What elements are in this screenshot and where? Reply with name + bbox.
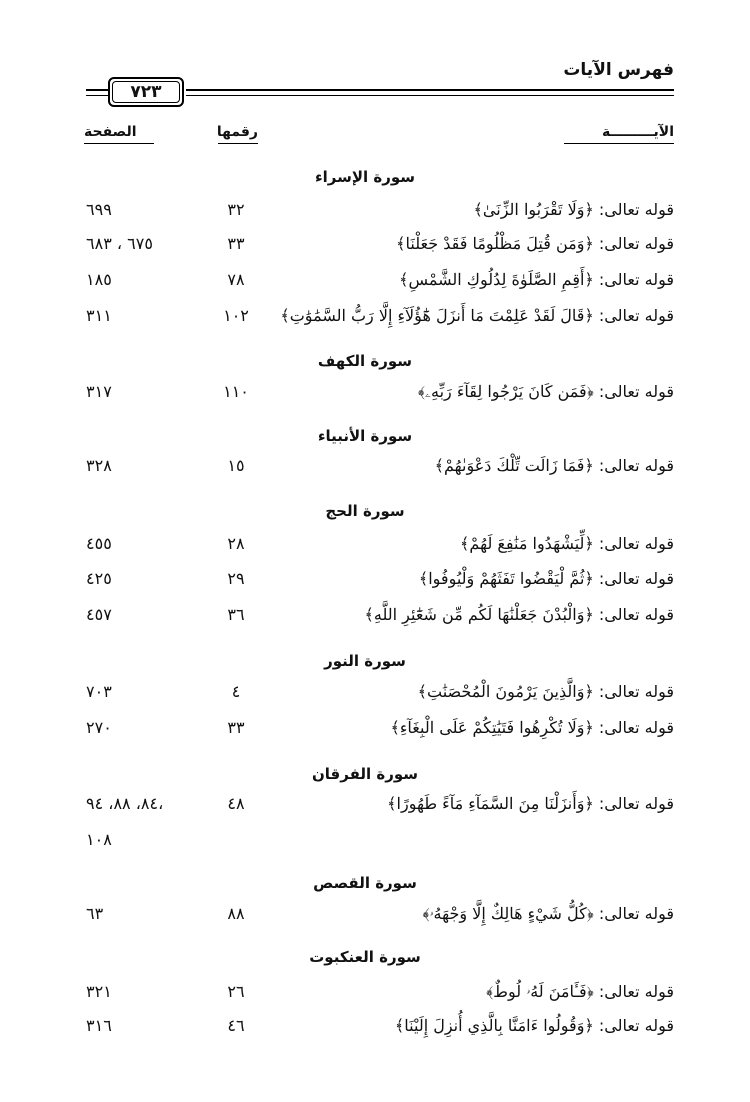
verse-text: ﴿فَـَٔامَنَ لَهُۥ لُوطٌ﴾	[486, 982, 594, 1001]
verse-prefix: قوله تعالى:	[598, 982, 674, 1001]
verse-pages: ٣٢٨	[86, 456, 112, 475]
verse-number: ٨٨	[227, 904, 245, 923]
verse-prefix: قوله تعالى:	[598, 306, 674, 325]
verse-entry	[422, 904, 674, 924]
verse-text: ﴿وَقُولُوا ءَامَنَّا بِالَّذِي أُنزِلَ إِلَيْنَا﴾	[394, 1016, 594, 1035]
verse-text: ﴿وَالَّذِينَ يَرْمُونَ الْمُحْصَنَٰتِ﴾	[417, 682, 594, 701]
verse-entry	[396, 234, 674, 253]
verse-entry	[418, 682, 674, 701]
verse-entry	[280, 306, 674, 325]
verse-pages: ٣١١	[86, 306, 112, 325]
verse-text: ﴿فَمَن كَانَ يَرْجُوا لِقَآءَ رَبِّهِۦ﴾	[417, 382, 594, 401]
verse-text: ﴿كُلُّ شَيْءٍ هَالِكٌ إِلَّا وَجْهَهُۥ﴾	[422, 904, 594, 923]
verse-pages: ٢٧٠	[86, 718, 112, 737]
column-header-number: رقمها	[218, 124, 258, 144]
surah-heading: سورة الفرقان	[311, 765, 419, 783]
verse-number: ٣٣	[227, 234, 245, 253]
verse-prefix: قوله تعالى:	[598, 270, 674, 289]
verse-entry	[365, 605, 674, 624]
verse-pages: ٣١٦	[86, 1016, 112, 1035]
verse-number: ٣٢	[227, 200, 245, 219]
verse-prefix: قوله تعالى:	[598, 234, 674, 253]
verse-pages: ٨٤، ٨٨، ٩٤،	[86, 794, 164, 813]
verse-prefix: قوله تعالى:	[598, 456, 674, 475]
verse-number: ٣٦	[227, 605, 245, 624]
column-header-ayah: الآيـــــــــة	[564, 124, 674, 144]
verse-prefix: قوله تعالى:	[598, 718, 674, 737]
verse-text: ﴿وَلَا تَقْرَبُوا الزِّنَىٰ﴾	[473, 200, 594, 219]
verse-entry	[399, 270, 674, 289]
verse-number: ٤	[231, 682, 241, 701]
surah-heading: سورة الكهف	[317, 352, 413, 370]
page-header-title: فهرس الآيات	[563, 60, 674, 80]
verse-prefix: قوله تعالى:	[598, 200, 674, 219]
surah-heading: سورة العنكبوت	[309, 948, 421, 966]
header-rule-left-thick	[86, 89, 108, 91]
verse-text: ﴿ثُمَّ لْيَقْضُوا تَفَثَهُمْ وَلْيُوفُوا﴾	[418, 569, 594, 588]
verse-text: ﴿فَمَا زَالَت تِّلْكَ دَعْوَىٰهُمْ﴾	[434, 456, 594, 475]
verse-pages-continued: ١٠٨	[86, 830, 112, 849]
verse-entry	[395, 1016, 674, 1035]
column-header-page: الصفحة	[84, 124, 154, 144]
verse-entry	[419, 569, 674, 588]
verse-number: ١١٠	[223, 382, 249, 401]
verse-prefix: قوله تعالى:	[598, 569, 674, 588]
verse-prefix: قوله تعالى:	[598, 1016, 674, 1035]
verse-prefix: قوله تعالى:	[598, 794, 674, 813]
verse-entry	[474, 200, 674, 219]
header-rule-right-thin	[186, 95, 674, 96]
verse-pages: ٤٥٧	[86, 605, 112, 624]
verse-entry	[418, 382, 674, 402]
verse-number: ٤٨	[227, 794, 245, 813]
verse-pages: ٧٠٣	[86, 682, 112, 701]
verse-entry	[486, 982, 674, 1002]
verse-pages: ٦٣	[86, 904, 104, 923]
verse-text: ﴿وَأَنزَلْنَا مِنَ السَّمَآءِ مَآءً طَهُورًا﴾	[387, 794, 594, 813]
surah-heading: سورة الأنبياء	[317, 427, 413, 445]
verse-text: ﴿وَالْبُدْنَ جَعَلْنَٰهَا لَكُم مِّن شَعَٰٓئِرِ اللَّهِ﴾	[364, 605, 594, 624]
verse-pages: ٤٥٥	[86, 534, 112, 553]
verse-number: ٢٨	[227, 534, 245, 553]
verse-number: ٣٣	[227, 718, 245, 737]
page-number-frame	[108, 77, 184, 107]
verse-prefix: قوله تعالى:	[598, 682, 674, 701]
verse-prefix: قوله تعالى:	[598, 534, 674, 553]
verse-entry	[435, 456, 674, 475]
page-number: ٧٢٣	[130, 82, 162, 102]
verse-number: ١٠٢	[223, 306, 249, 325]
verse-prefix: قوله تعالى:	[598, 904, 674, 923]
verse-entry	[460, 534, 674, 553]
surah-heading: سورة النور	[324, 652, 406, 670]
verse-prefix: قوله تعالى:	[598, 382, 674, 401]
verse-entry	[391, 718, 674, 737]
verse-number: ٢٦	[227, 982, 245, 1001]
verse-text: ﴿وَمَن قُتِلَ مَظْلُومًا فَقَدْ جَعَلْنَا﴾	[396, 234, 594, 253]
verse-pages: ٦٧٥ ، ٦٨٣	[86, 234, 153, 253]
verse-text: ﴿أَقِمِ الصَّلَوٰةَ لِدُلُوكِ الشَّمْسِ﴾	[399, 270, 594, 289]
verse-text: ﴿لِّيَشْهَدُوا مَنَٰفِعَ لَهُمْ﴾	[460, 534, 594, 553]
verse-number: ٤٦	[227, 1016, 245, 1035]
verse-pages: ١٨٥	[86, 270, 112, 289]
verse-pages: ٤٢٥	[86, 569, 112, 588]
header-rule-right-thick	[186, 89, 674, 91]
verse-number: ٢٩	[227, 569, 245, 588]
verse-number: ٧٨	[227, 270, 245, 289]
verse-text: ﴿قَالَ لَقَدْ عَلِمْتَ مَا أَنزَلَ هَٰٓؤُلَآءِ إِلَّا رَبُّ السَّمَٰوَٰتِ﴾	[280, 306, 594, 325]
verse-pages: ٣٢١	[86, 982, 112, 1001]
surah-heading: سورة الإسراء	[314, 168, 416, 186]
verse-text: ﴿وَلَا تُكْرِهُوا فَتَيَٰتِكُمْ عَلَى الْبِغَآءِ﴾	[390, 718, 594, 737]
verse-number: ١٥	[227, 456, 245, 475]
header-rule-left-thin	[86, 95, 108, 96]
verse-pages: ٣١٧	[86, 382, 112, 401]
verse-entry	[387, 794, 674, 813]
verse-pages: ٦٩٩	[86, 200, 112, 219]
surah-heading: سورة القصص	[313, 874, 417, 892]
verse-prefix: قوله تعالى:	[598, 605, 674, 624]
surah-heading: سورة الحج	[325, 502, 405, 520]
